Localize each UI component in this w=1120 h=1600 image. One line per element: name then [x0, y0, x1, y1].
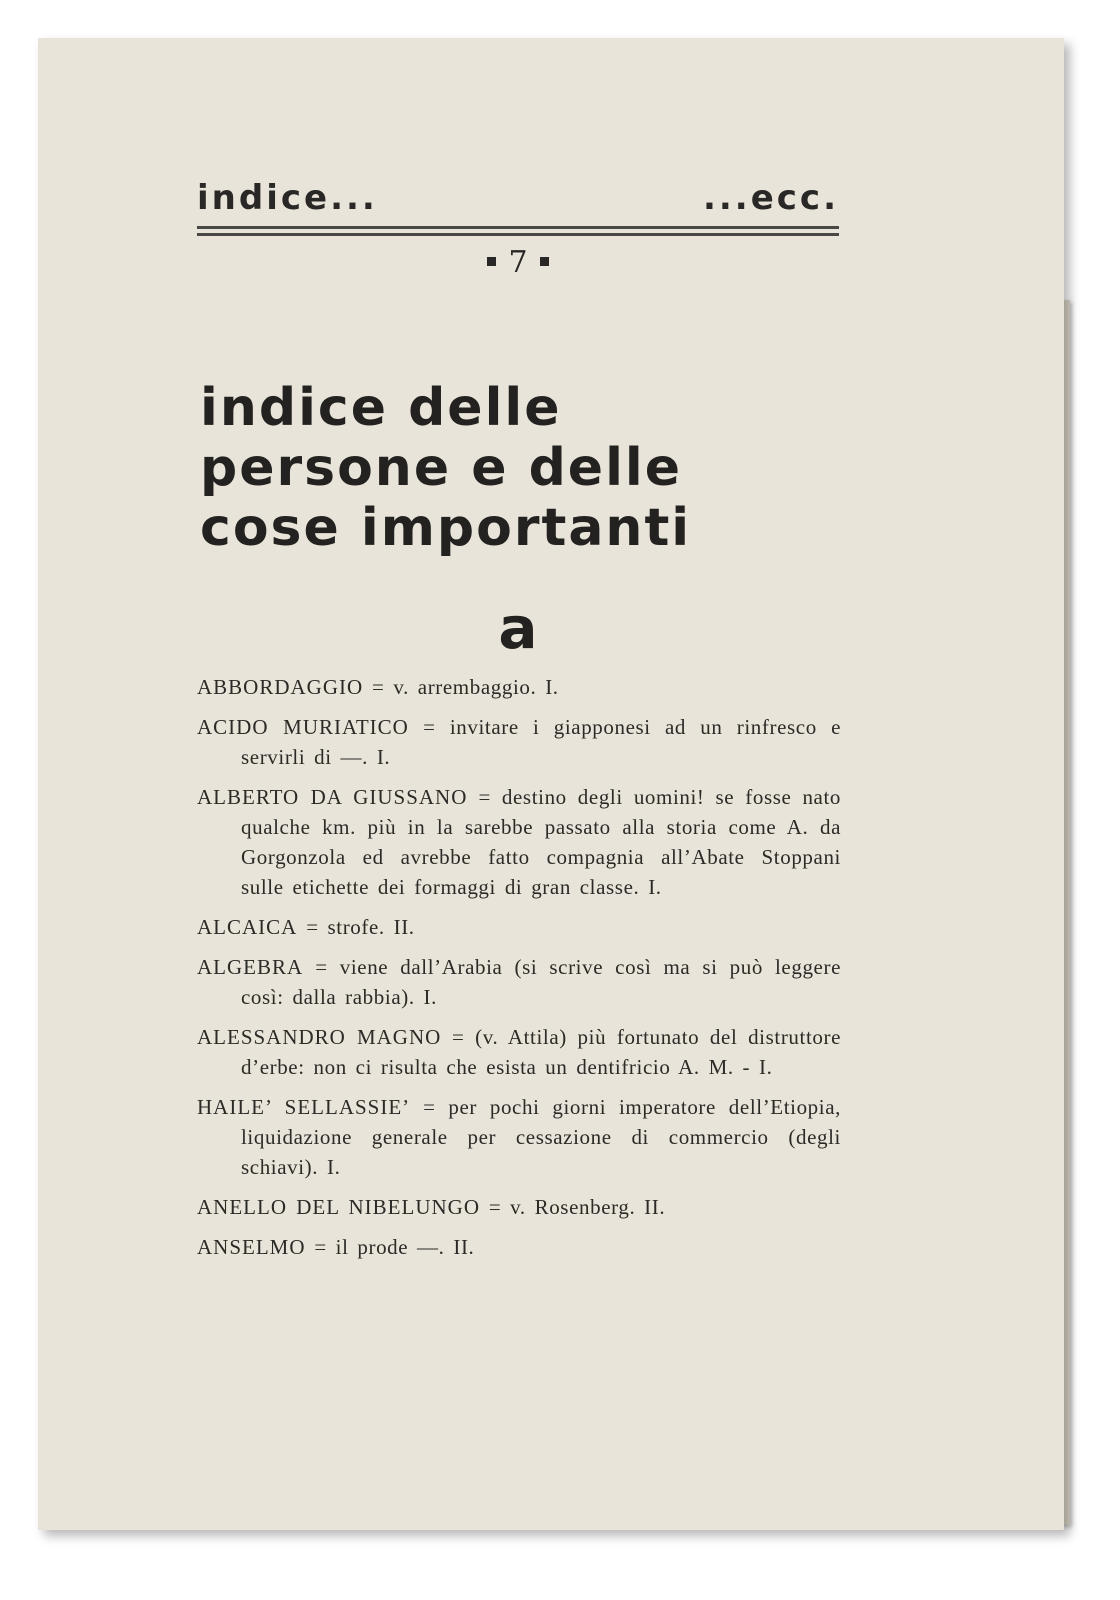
entry-text: = invitare i giapponesi ad un rinfresco e servirli di —. I. [241, 715, 841, 769]
index-entry [197, 782, 841, 902]
header-rule-bottom [197, 233, 839, 236]
index-entry [197, 952, 841, 1012]
entry-term: ALBERTO DA GIUSSANO [197, 785, 468, 809]
index-entry [197, 1192, 841, 1222]
page-title [200, 378, 840, 558]
running-head [197, 178, 839, 218]
page-number [197, 245, 839, 280]
title-line: cose importanti [200, 498, 692, 558]
entry-term: HAILE’ SELLASSIE’ [197, 1095, 411, 1119]
index-entry [197, 1092, 841, 1182]
square-ornament-left [487, 257, 496, 266]
title-line: persone e delle [200, 438, 682, 498]
entry-term: ALCAICA [197, 915, 298, 939]
index-entry [197, 1232, 841, 1262]
entry-text: = v. Rosenberg. II. [488, 1195, 666, 1219]
entry-term: ANELLO DEL NIBELUNGO [197, 1195, 481, 1219]
index-entry [197, 912, 841, 942]
entry-text: = per pochi giorni imperatore dell’Etiopia, liquidazione generale per cessazione di commercio (degli schiavi). I. [241, 1095, 841, 1179]
entry-text: = (v. Attila) più fortunato del distruttore d’erbe: non ci risulta che esista un dentifricio A. M. - I. [241, 1025, 841, 1079]
index-entries [197, 672, 841, 1272]
square-ornament-right [540, 257, 549, 266]
entry-term: ABBORDAGGIO [197, 675, 364, 699]
index-entry [197, 1022, 841, 1082]
page-number-value: 7 [508, 245, 528, 280]
section-letter: a [498, 594, 538, 662]
header-rule-top [197, 226, 839, 229]
entry-term: ANSELMO [197, 1235, 306, 1259]
index-entry [197, 672, 841, 702]
entry-text: = strofe. II. [306, 915, 415, 939]
entry-term: ALGEBRA [197, 955, 304, 979]
entry-term: ACIDO MURIATICO [197, 715, 409, 739]
entry-text: = il prode —. II. [314, 1235, 475, 1259]
title-line: indice delle [200, 378, 562, 438]
index-entry [197, 712, 841, 772]
entry-term: ALESSANDRO MAGNO [197, 1025, 442, 1049]
entry-text: = viene dall’Arabia (si scrive così ma si può leggere così: dalla rabbia). I. [241, 955, 841, 1009]
running-head-left: indice... [197, 178, 378, 218]
entry-text: = v. arrembaggio. I. [372, 675, 559, 699]
entry-text: = destino degli uomini! se fosse nato qualche km. più in la sarebbe passato alla storia come A. da Gorgonzola ed avrebbe fatto compagnia all’Abate Stoppani sulle etichette dei formaggi di gran classe. I. [241, 785, 841, 899]
running-head-right: ...ecc. [702, 178, 839, 218]
